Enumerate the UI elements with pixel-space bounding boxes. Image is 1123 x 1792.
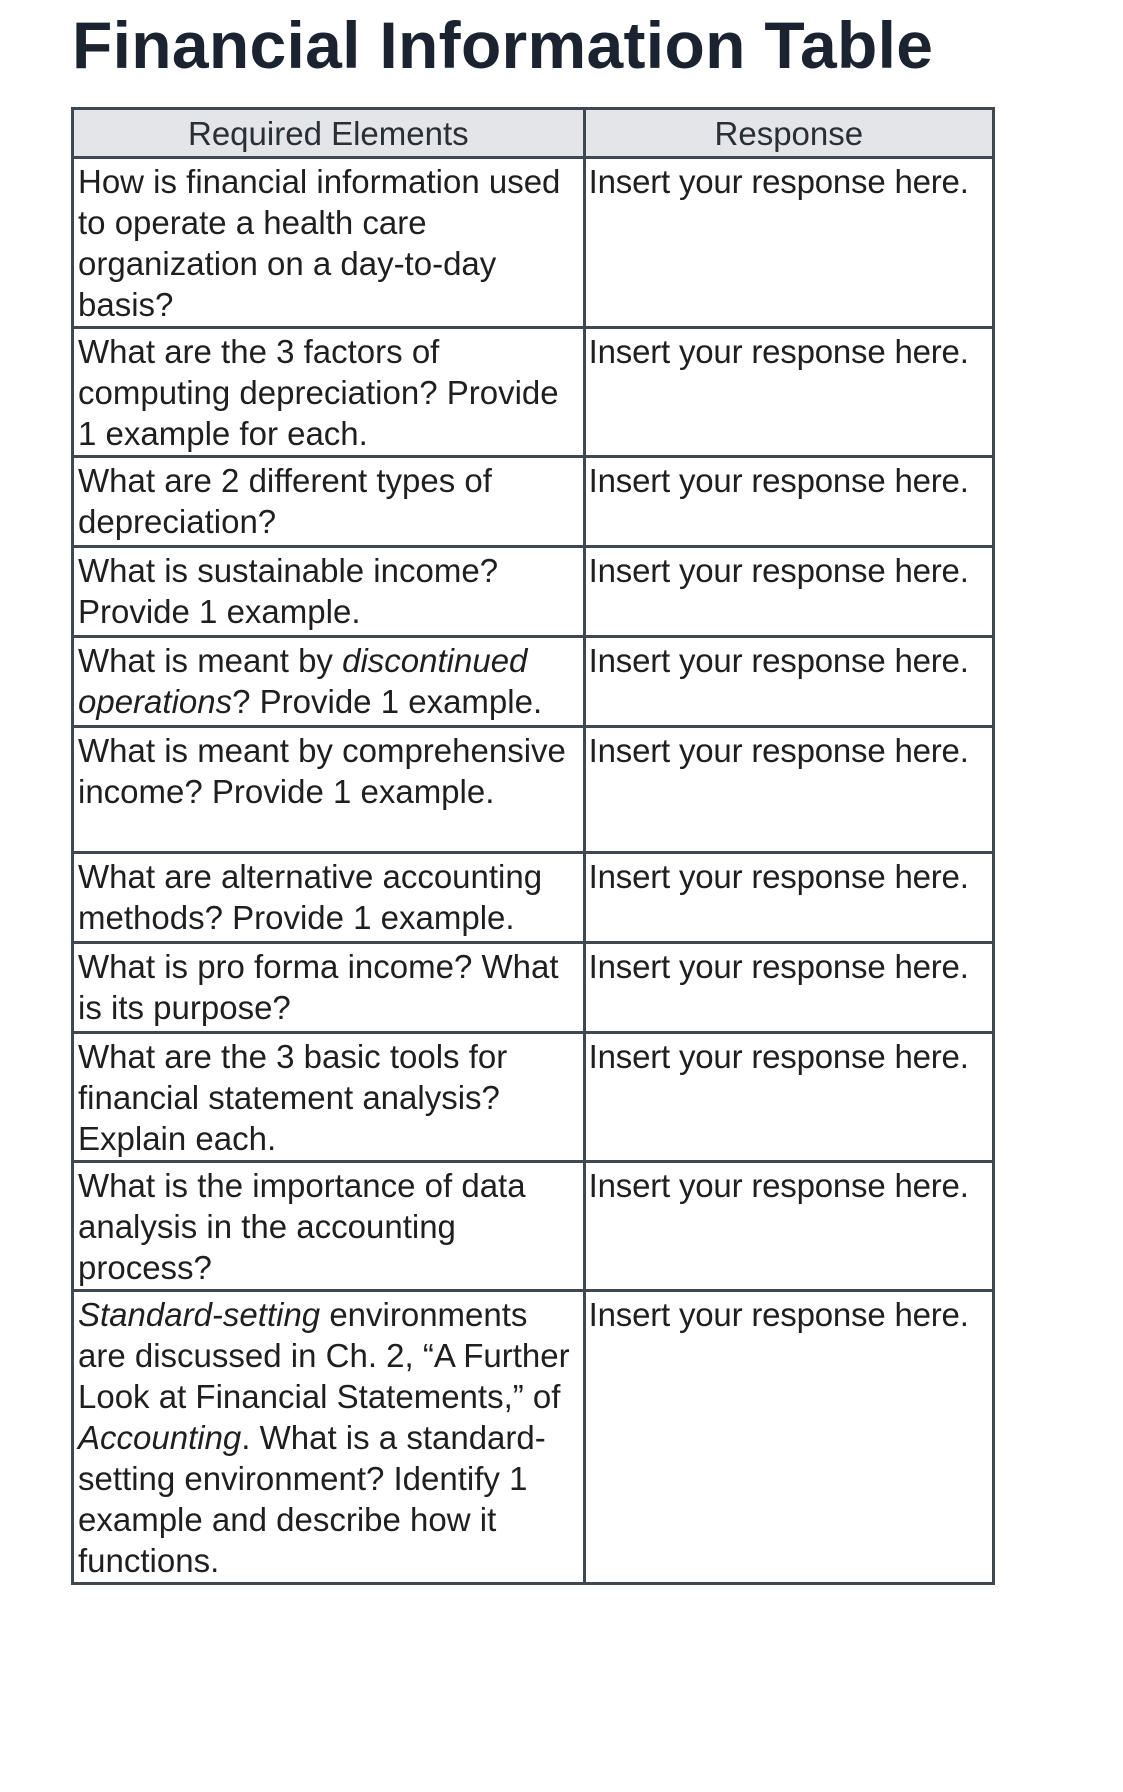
italic-text: Standard-setting (78, 1296, 321, 1333)
table-row (73, 547, 994, 637)
table-row (73, 1291, 994, 1584)
table-row (73, 853, 994, 943)
required-element-cell (73, 1162, 585, 1291)
italic-text: Accounting (78, 1419, 242, 1456)
question-text: What is pro forma income? What is its purpose? (78, 948, 559, 1026)
question-text: environments are discussed in Ch. 2, “A Further Look at Financial Statements,” of (78, 1296, 570, 1415)
table-header-row (73, 109, 994, 158)
table-row (73, 637, 994, 727)
response-cell[interactable]: Insert your response here. (584, 1162, 993, 1291)
header-response: Response (584, 109, 993, 158)
table-row (73, 943, 994, 1033)
required-element-cell (73, 637, 585, 727)
response-cell[interactable]: Insert your response here. (584, 328, 993, 457)
table-row (73, 457, 994, 547)
required-element-cell (73, 158, 585, 328)
required-element-cell (73, 943, 585, 1033)
response-cell[interactable]: Insert your response here. (584, 727, 993, 853)
header-required-elements: Required Elements (73, 109, 585, 158)
required-element-cell (73, 1291, 585, 1584)
question-text: What are 2 different types of depreciation? (78, 462, 492, 540)
required-element-cell (73, 547, 585, 637)
financial-information-table (71, 107, 995, 1585)
question-text: What is the importance of data analysis in the accounting process? (78, 1167, 526, 1286)
table-row (73, 328, 994, 457)
required-element-cell (73, 853, 585, 943)
page-title: Financial Information Table (72, 8, 934, 82)
question-text: What is sustainable income? Provide 1 example. (78, 552, 499, 630)
response-cell[interactable]: Insert your response here. (584, 943, 993, 1033)
table-row (73, 158, 994, 328)
table-body (73, 158, 994, 1584)
table-row (73, 1162, 994, 1291)
response-cell[interactable]: Insert your response here. (584, 1033, 993, 1162)
question-text: What is meant by (78, 642, 343, 679)
question-text: How is financial information used to operate a health care organization on a day-to-day basis? (78, 163, 561, 323)
response-cell[interactable]: Insert your response here. (584, 1291, 993, 1584)
question-text: What are alternative accounting methods? Provide 1 example. (78, 858, 543, 936)
question-text: What is meant by comprehensive income? Provide 1 example. (78, 732, 566, 810)
italic-text: discontinued operations (78, 642, 528, 720)
table-row (73, 1033, 994, 1162)
response-cell[interactable]: Insert your response here. (584, 158, 993, 328)
question-text: ? Provide 1 example. (232, 683, 543, 720)
question-text: What are the 3 factors of computing depreciation? Provide 1 example for each. (78, 333, 559, 452)
response-cell[interactable]: Insert your response here. (584, 637, 993, 727)
response-cell[interactable]: Insert your response here. (584, 547, 993, 637)
question-text: What are the 3 basic tools for financial statement analysis? Explain each. (78, 1038, 508, 1157)
required-element-cell (73, 727, 585, 853)
required-element-cell (73, 457, 585, 547)
required-element-cell (73, 1033, 585, 1162)
response-cell[interactable]: Insert your response here. (584, 457, 993, 547)
response-cell[interactable]: Insert your response here. (584, 853, 993, 943)
required-element-cell (73, 328, 585, 457)
table-row (73, 727, 994, 853)
question-text: . What is a standard-setting environment? Identify 1 example and describe how it functions. (78, 1419, 546, 1579)
